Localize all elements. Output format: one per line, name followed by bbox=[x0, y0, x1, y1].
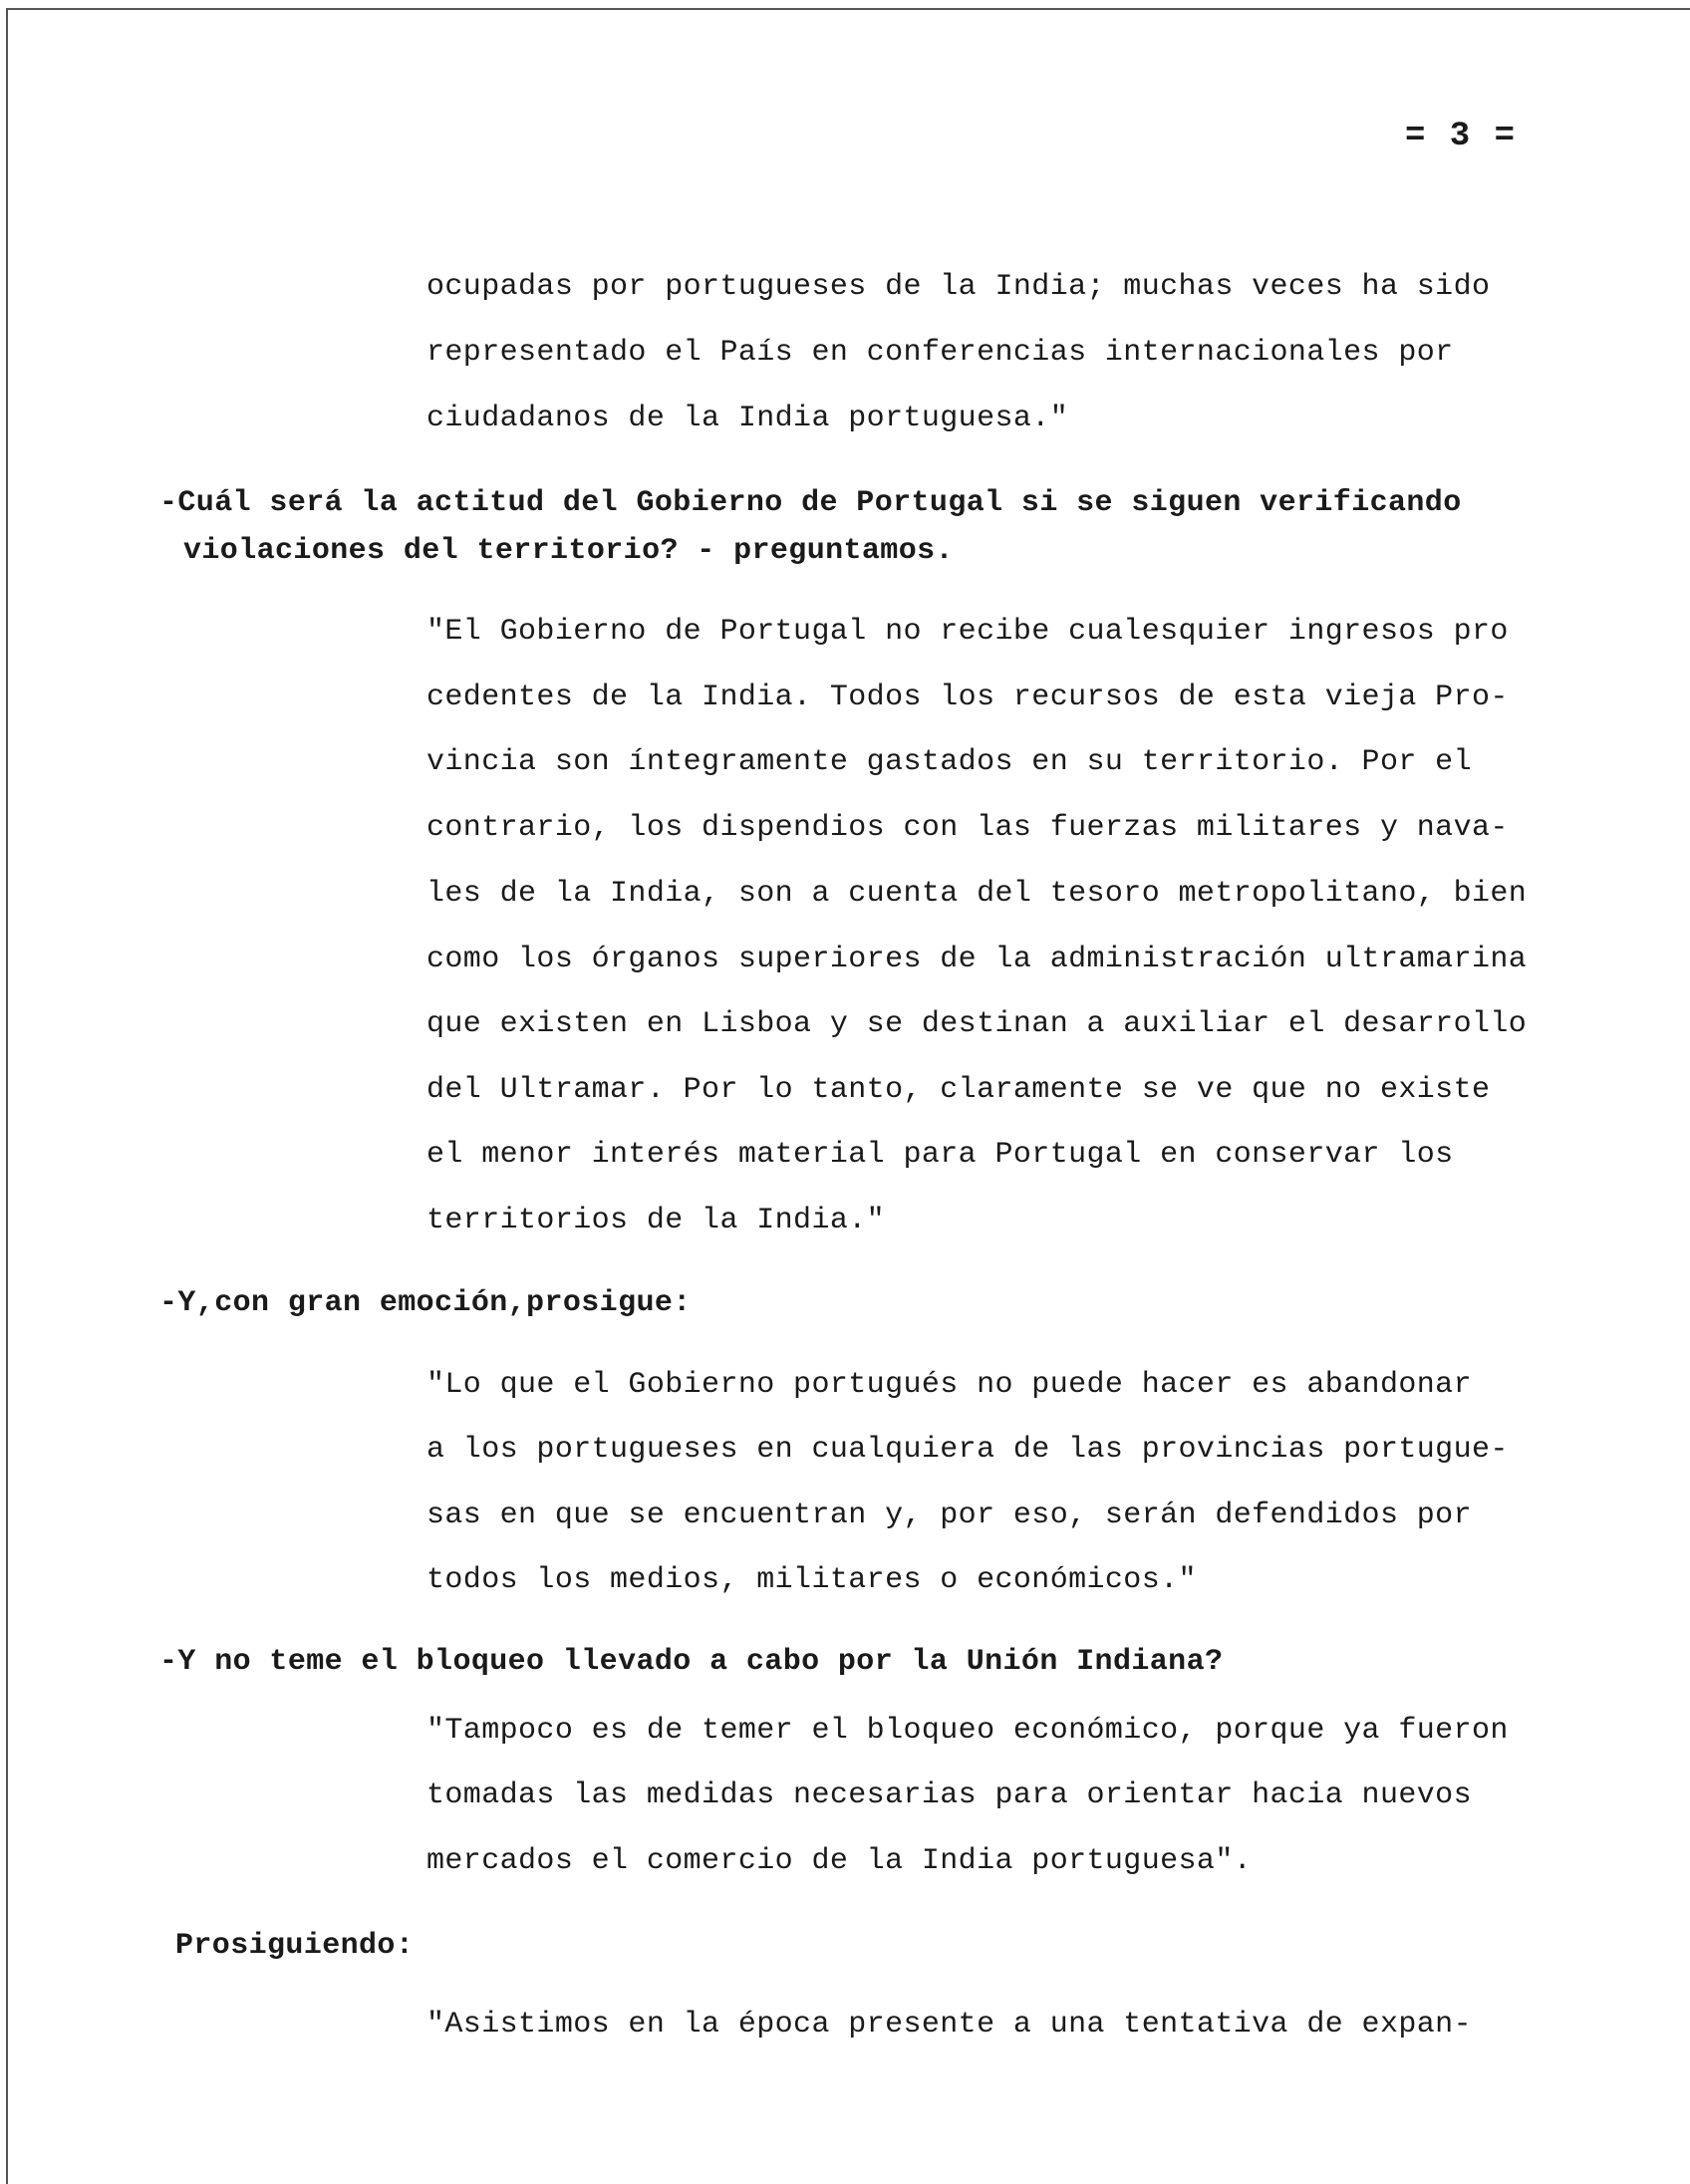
text-line: que existen en Lisboa y se destinan a auxiliar el desarrollo bbox=[426, 1007, 1528, 1041]
text-line: "Tampoco es de temer el bloqueo económico, porque ya fueron bbox=[426, 1714, 1509, 1748]
question-line: violaciones del territorio? - preguntamos. bbox=[183, 534, 954, 568]
text-line: "Lo que el Gobierno portugués no puede hacer es abandonar bbox=[426, 1368, 1472, 1402]
text-line: cedentes de la India. Todos los recursos de esta vieja Pro- bbox=[426, 681, 1509, 714]
section-label: Prosiguiendo: bbox=[175, 1929, 415, 1963]
text-line: representado el País en conferencias internacionales por bbox=[426, 336, 1454, 370]
text-line: del Ultramar. Por lo tanto, claramente se ve que no existe bbox=[426, 1073, 1491, 1107]
text-line: ocupadas por portugueses de la India; muchas veces ha sido bbox=[426, 270, 1491, 304]
text-line: mercados el comercio de la India portuguesa". bbox=[426, 1844, 1253, 1878]
text-line: sas en que se encuentran y, por eso, serán defendidos por bbox=[426, 1499, 1472, 1532]
text-line: todos los medios, militares o económicos." bbox=[426, 1563, 1197, 1597]
text-line: contrario, los dispendios con las fuerzas militares y nava- bbox=[426, 811, 1509, 845]
question-line: -Y,con gran emoción,prosigue: bbox=[159, 1286, 692, 1320]
text-line: "Asistimos en la época presente a una tentativa de expan- bbox=[426, 2008, 1472, 2042]
text-line: el menor interés material para Portugal en conservar los bbox=[426, 1138, 1454, 1172]
scan-top-edge bbox=[6, 8, 1690, 10]
text-line: "El Gobierno de Portugal no recibe cualesquier ingresos pro bbox=[426, 615, 1509, 649]
page-number: = 3 = bbox=[1405, 118, 1518, 155]
text-line: a los portugueses en cualquiera de las provincias portugue- bbox=[426, 1433, 1509, 1467]
text-line: territorios de la India." bbox=[426, 1204, 886, 1237]
question-line: -Y no teme el bloqueo llevado a cabo por la Unión Indiana? bbox=[159, 1645, 1224, 1679]
question-line: -Cuál será la actitud del Gobierno de Portugal si se siguen verificando bbox=[159, 486, 1462, 520]
text-line: vincia son íntegramente gastados en su territorio. Por el bbox=[426, 745, 1472, 779]
scan-left-edge bbox=[6, 8, 8, 2184]
text-line: ciudadanos de la India portuguesa." bbox=[426, 402, 1069, 435]
text-line: como los órganos superiores de la administración ultramarina bbox=[426, 943, 1528, 976]
text-line: tomadas las medidas necesarias para orientar hacia nuevos bbox=[426, 1778, 1472, 1812]
text-line: les de la India, son a cuenta del tesoro metropolitano, bien bbox=[426, 877, 1528, 911]
